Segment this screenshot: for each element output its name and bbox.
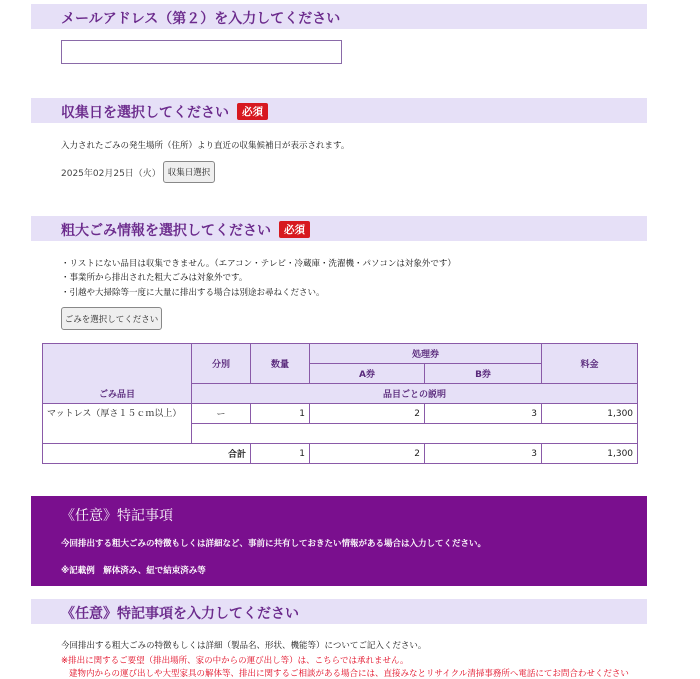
total-row xyxy=(43,444,638,464)
row-fee: 1,300 xyxy=(542,404,638,424)
header-fee: 料金 xyxy=(542,344,638,384)
garbage-info-heading xyxy=(61,220,310,240)
row-category: ー xyxy=(192,404,251,424)
email2-heading: メールアドレス（第２）を入力してください xyxy=(61,11,341,27)
header-ticket: 処理券 xyxy=(310,344,542,364)
header-category: 分別 xyxy=(192,344,251,384)
total-fee: 1,300 xyxy=(542,444,638,464)
optional-input-description: 今回排出する粗大ごみの特徴もしくは詳細（製品名、形状、機能等）についてご記入ください。 xyxy=(61,641,427,651)
total-ticket-a: 2 xyxy=(310,444,425,464)
optional-input-warning-1: ※排出に関するご要望（排出場所、家の中からの運び出し等）は、こちらでは承れません。 xyxy=(61,656,409,666)
garbage-info-heading-text: 粗大ごみ情報を選択してください xyxy=(61,223,271,239)
optional-banner-example: ※記載例 解体済み、紐で結束済み等 xyxy=(61,566,206,576)
garbage-note-2: ・事業所から排出された粗大ごみは対象外です。 xyxy=(61,273,248,283)
header-description: 品目ごとの説明 xyxy=(192,384,638,404)
total-ticket-b: 3 xyxy=(425,444,542,464)
email2-section-header xyxy=(31,4,647,29)
selected-collection-date: 2025年02月25日（火） xyxy=(61,169,161,179)
header-ticket-a: A券 xyxy=(310,364,425,384)
collection-date-heading-text: 収集日を選択してください xyxy=(61,105,229,121)
header-item: ごみ品目 xyxy=(43,344,192,404)
collection-date-section-header xyxy=(31,98,647,123)
garbage-note-1: ・リストにない品目は収集できません。（エアコン・テレビ・冷蔵庫・洗濯機・パソコンは対象外です） xyxy=(61,259,456,269)
collection-date-heading xyxy=(61,102,268,122)
optional-banner-text: 今回排出する粗大ごみの特徴もしくは詳細など、事前に共有しておきたい情報がある場合は入力してください。 xyxy=(61,539,487,549)
row-item: マットレス（厚さ１５ｃｍ以上） xyxy=(43,404,192,444)
required-badge: 必須 xyxy=(279,221,310,238)
garbage-info-section-header xyxy=(31,216,647,241)
optional-notes-banner xyxy=(31,496,647,586)
required-badge: 必須 xyxy=(237,103,268,120)
total-quantity: 1 xyxy=(251,444,310,464)
garbage-note-3: ・引越や大掃除等一度に大量に排出する場合は別途お尋ねください。 xyxy=(61,288,325,298)
select-collection-date-button[interactable]: 収集日選択 xyxy=(163,161,215,183)
optional-input-warning-2: 建物内からの運び出しや大型家具の解体等、排出に関するご相談がある場合には、直接みなとリサイクル清掃事務所へ電話にてお問合わせください xyxy=(69,669,629,679)
row-ticket-b: 3 xyxy=(425,404,542,424)
optional-banner-title: 《任意》特記事項 xyxy=(61,508,173,524)
total-label: 合計 xyxy=(43,444,251,464)
header-quantity: 数量 xyxy=(251,344,310,384)
email2-input[interactable] xyxy=(61,40,342,64)
garbage-table xyxy=(42,343,638,464)
row-description xyxy=(192,424,638,444)
row-quantity: 1 xyxy=(251,404,310,424)
header-ticket-b: B券 xyxy=(425,364,542,384)
table-row xyxy=(43,404,638,424)
collection-date-description: 入力されたごみの発生場所（住所）より直近の収集候補日が表示されます。 xyxy=(61,141,350,151)
row-ticket-a: 2 xyxy=(310,404,425,424)
optional-input-section-header xyxy=(31,599,647,624)
optional-input-heading: 《任意》特記事項を入力してください xyxy=(61,606,299,622)
select-garbage-button[interactable]: ごみを選択してください xyxy=(61,307,162,330)
